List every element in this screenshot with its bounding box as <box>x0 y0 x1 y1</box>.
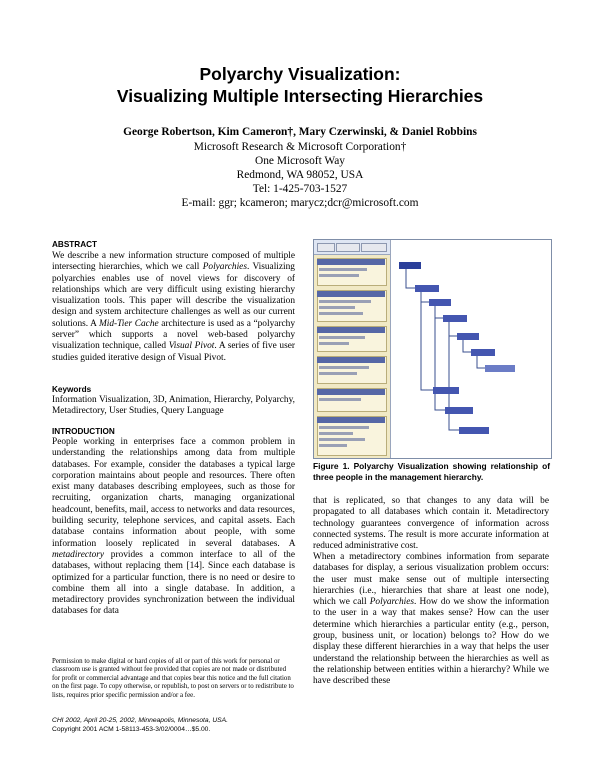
figure-panel-line <box>319 268 367 271</box>
figure-panel-line <box>319 306 355 309</box>
figure-panel-line <box>319 366 369 369</box>
intro-text-2: provides a common interface to all of the databases, without replacing them [14]. Since each database is optimized for a particular function, there is no need or desire to combine them all into a single database. In addition, a metadirectory provides synchronization between the individual databases for data <box>52 549 296 617</box>
figure-panel-line <box>319 438 365 441</box>
telephone: Tel: 1-425-703-1527 <box>252 183 348 195</box>
citation-text-1: CHI 2002, April 20-25, 2002, Minneapolis, Minnesota, USA. <box>52 717 228 724</box>
keywords-text: Information Visualization, 3D, Animation, Hierarchy, Polyarchy, Metadirectory, User Studies, Query Language <box>52 395 295 417</box>
right-text-2: . How do we show the information to the user in a way that makes sense? How can the user determine which hierarchies a particular entity (e.g., person, group, business unit, or location) belongs to? How do we display these different hierarchies in a way that helps the user understand the relationship between the hierarchies as well as the relationship between entities within a hierarchy? While we have described these <box>313 597 549 687</box>
figure-panel-line <box>319 274 359 277</box>
tree-nodes <box>399 262 515 434</box>
figure-panel-line <box>319 336 365 339</box>
figure-panel-header <box>317 259 385 265</box>
right-text-1: When a metadirectory combines information from separate databases for display, a serious visualization problem occurs: the user must make sense out of multiple intersecting hierarchies (i.e., hierarchies that share at least one node), which we call <box>313 552 549 608</box>
figure-caption: Figure 1. Polyarchy Visualization showing relationship of three people in the management hierarchy. <box>313 461 550 482</box>
figure-hierarchy-graph <box>391 240 551 458</box>
citation-line2: Copyright 2001 ACM 1-58113-453-3/02/0004…$5.00. <box>52 726 211 733</box>
figure-panel-header <box>317 327 385 333</box>
right-paragraph-1: that is replicated, so that changes to any data will be propagated to all databases which contain it. Metadirectory technology guarantees convergence of information across connected systems. The result is more accurate information at reduced administrative cost. <box>313 496 549 552</box>
figure-panel-line <box>319 398 361 401</box>
keywords-heading: Keywords <box>52 385 92 394</box>
figure-panel-header <box>317 291 385 297</box>
figure-panel-header <box>317 389 385 395</box>
intro-text-1: People working in enterprises face a common problem in understanding the relationships among data from multiple databases. For example, consider the databases a typical large corporation maintains about people and resources. There often exist many databases describing employees, such as those for recruiting, organization charts, managing organizational headcount, benefits, mail, access to networks and data resources, building security, telephone services, and capital assets. Each database contains information about people, with some information loosely replicated in several databases. A <box>52 437 295 549</box>
paper-title-line1: Polyarchy Visualization: <box>199 64 401 84</box>
figure-panel-header <box>317 357 385 363</box>
address-line1: One Microsoft Way <box>255 155 345 167</box>
figure-panel-line <box>319 342 349 345</box>
figure-panel-line <box>319 444 347 447</box>
figure-toolbar <box>314 240 390 255</box>
figure-toolbar-button <box>336 243 360 252</box>
permission-notice: Permission to make digital or hard copies of all or part of this work for personal or classroom use is granted without fee provided that copies are not made or distributed for profit or commercial advantage and that copies bear this notice and the full citation on the first page. To copy otherwise, or republish, to post on servers or to redistribute to lists, requires prior specific permission and/or a fee. <box>52 658 294 699</box>
abstract-text-4: . A series of five user studies guided iterative design of Visual Pivot. <box>52 341 295 363</box>
figure-panel-line <box>319 312 363 315</box>
abstract-text-3: architecture is used as a “polyarchy server” which supports a novel web-based polyarchy visualization technique, called <box>52 318 295 352</box>
figure-panel-line <box>319 426 369 429</box>
figure-panel-line <box>319 300 371 303</box>
figure-tree-view <box>391 240 551 458</box>
introduction-heading: INTRODUCTION <box>52 427 115 436</box>
address-line2: Redmond, WA 98052, USA <box>236 169 364 181</box>
affiliation: Microsoft Research & Microsoft Corporation† <box>193 141 407 153</box>
abstract-heading: ABSTRACT <box>52 240 98 249</box>
intro-em-1: metadirectory <box>52 549 105 560</box>
paper-title-line2: Visualizing Multiple Intersecting Hierarchies <box>116 86 484 106</box>
author-names: George Robertson, Kim Cameron†, Mary Czerwinski, & Daniel Robbins <box>123 126 477 138</box>
abstract-em-2: Mid-Tier Cache <box>98 318 159 329</box>
figure-panel-header <box>317 417 385 423</box>
abstract-em-3: Visual Pivot <box>168 341 215 352</box>
abstract-em-1: Polyarchies <box>202 262 247 273</box>
email: E-mail: ggr; kcameron; marycz;dcr@microsoft.com <box>181 197 419 209</box>
figure-panel-line <box>319 372 357 375</box>
figure-toolbar-button <box>317 243 335 252</box>
right-em-1: Polyarchies <box>369 597 415 608</box>
figure-toolbar-button <box>361 243 387 252</box>
abstract-text-2: . Visualizing polyarchies enables use of novel views for discovery of relationships which are very difficult using existing hierarchy visualization tools. This paper will describe the visualization design and system architecture challenges as well as our current solutions. A <box>52 262 295 329</box>
figure-sidebar <box>314 240 391 458</box>
abstract-paragraph <box>52 251 295 364</box>
figure-panel-line <box>319 432 353 435</box>
introduction-paragraph <box>52 437 295 618</box>
right-paragraph-2 <box>313 552 549 688</box>
abstract-text-1: We describe a new information structure composed of multiple intersecting hierarchies, which we call <box>52 251 295 273</box>
figure-polyarchy-screenshot <box>313 239 552 459</box>
citation-line1 <box>52 717 295 725</box>
